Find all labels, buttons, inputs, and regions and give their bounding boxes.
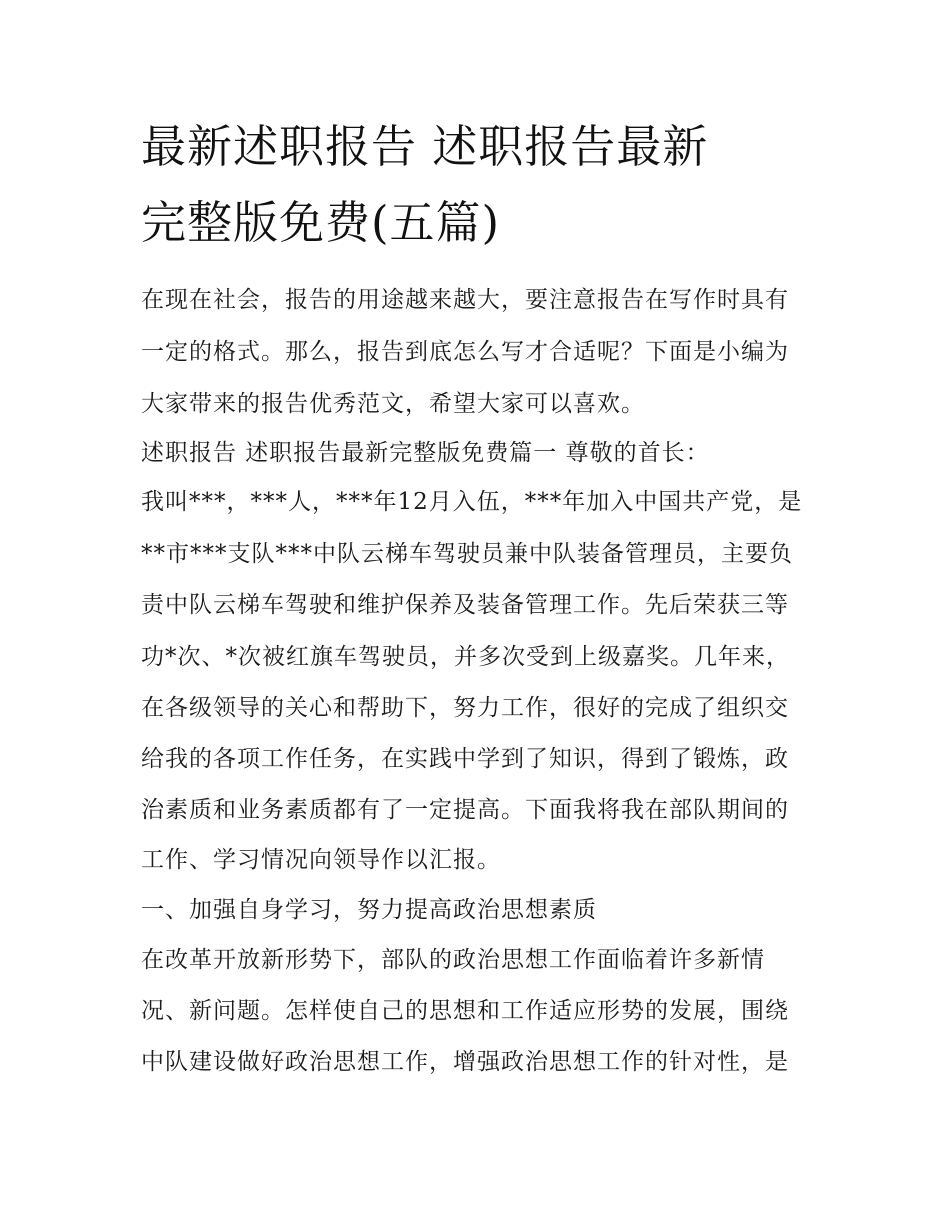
section-heading: 述职报告 述职报告最新完整版免费篇一 尊敬的首长： — [141, 440, 710, 466]
body-line: 治素质和业务素质都有了一定提高。下面我将我在部队期间的 — [141, 797, 789, 823]
body-line: 中队建设做好政治思想工作，增强政治思想工作的针对性，是 — [141, 1049, 789, 1075]
body-line: 在各级领导的关心和帮助下，努力工作，很好的完成了组织交 — [141, 695, 789, 721]
body-line: 给我的各项工作任务，在实践中学到了知识，得到了锻炼，政 — [141, 746, 789, 772]
document-title-line-2: 完整版免费(五篇) — [141, 196, 501, 249]
body-line: 况、新问题。怎样使自己的思想和工作适应形势的发展，围绕 — [141, 998, 789, 1024]
document-title-line-1: 最新述职报告 述职报告最新 — [141, 120, 709, 173]
body-line: 责中队云梯车驾驶和维护保养及装备管理工作。先后荣获三等 — [141, 592, 789, 618]
body-line: 功*次、*次被红旗车驾驶员，并多次受到上级嘉奖。几年来， — [141, 644, 790, 670]
body-line: 大家带来的报告优秀范文，希望大家可以喜欢。 — [141, 391, 645, 417]
body-line: 我叫***，***人，***年12月入伍，***年加入中国共产党，是 — [141, 489, 803, 515]
body-line: 工作、学习情况向领导作以汇报。 — [141, 847, 501, 873]
body-line: 在现在社会，报告的用途越来越大，要注意报告在写作时具有 — [141, 287, 789, 313]
body-line: **市***支队***中队云梯车驾驶员兼中队装备管理员，主要负 — [141, 541, 793, 567]
body-line: 在改革开放新形势下，部队的政治思想工作面临着许多新情 — [141, 947, 765, 973]
body-line: 一定的格式。那么，报告到底怎么写才合适呢？下面是小编为 — [141, 339, 789, 365]
section-heading: 一、加强自身学习，努力提高政治思想素质 — [141, 897, 597, 923]
